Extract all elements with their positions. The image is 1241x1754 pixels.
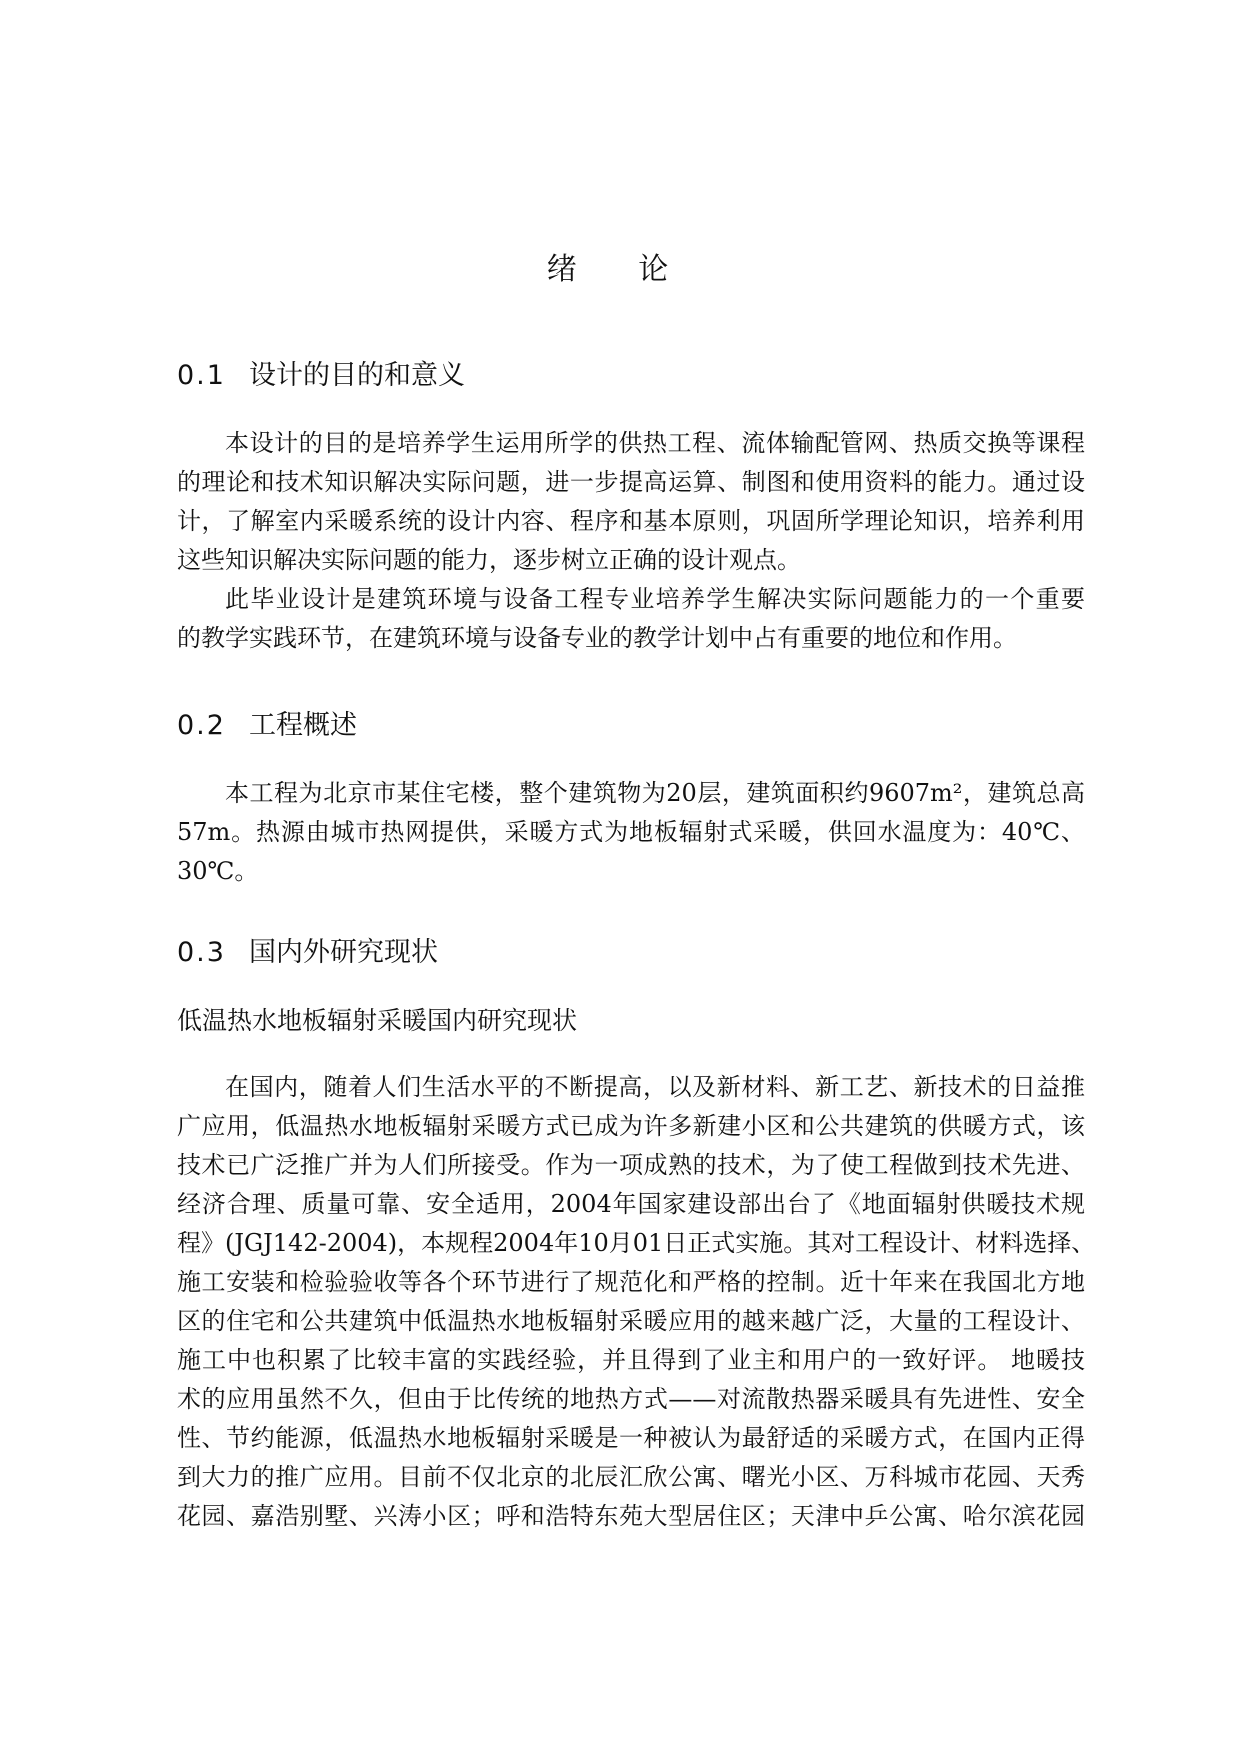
text-line: 技术已广泛推广并为人们所接受。作为一项成熟的技术，为了使工程做到技术先进、 (177, 1151, 1085, 1179)
text-line: 这些知识解决实际问题的能力，逐步树立正确的设计观点。 (177, 546, 801, 574)
page-title: 绪 论 (546, 252, 695, 287)
text-line: 广应用，低温热水地板辐射采暖方式已成为许多新建小区和公共建筑的供暖方式，该 (177, 1112, 1085, 1140)
text-line: 本设计的目的是培养学生运用所学的供热工程、流体输配管网、热质交换等课程 (225, 429, 1085, 457)
text-line: 在国内，随着人们生活水平的不断提高，以及新材料、新工艺、新技术的日益推 (225, 1073, 1085, 1101)
section-title: 设计的目的和意义 (249, 360, 465, 391)
text-line: 到大力的推广应用。目前不仅北京的北辰汇欣公寓、曙光小区、万科城市花园、天秀 (177, 1463, 1085, 1491)
section-number: 0.1 (177, 360, 226, 391)
text-line: 术的应用虽然不久，但由于比传统的地热方式——对流散热器采暖具有先进性、安全 (177, 1385, 1085, 1413)
text-line: 的理论和技术知识解决实际问题，进一步提高运算、制图和使用资料的能力。通过设 (177, 468, 1085, 496)
section-heading-0-1 (177, 358, 465, 394)
text-line: 施工中也积累了比较丰富的实践经验，并且得到了业主和用户的一致好评。 地暖技 (177, 1346, 1085, 1374)
section-number: 0.2 (177, 710, 226, 741)
text-line: 30℃。 (177, 857, 259, 885)
text-line: 计，了解室内采暖系统的设计内容、程序和基本原则，巩固所学理论知识，培养利用 (177, 507, 1085, 535)
section-title: 工程概述 (249, 710, 357, 741)
text-line: 本工程为北京市某住宅楼，整个建筑物为20层，建筑面积约9607m²，建筑总高 (225, 779, 1085, 807)
text-line: 区的住宅和公共建筑中低温热水地板辐射采暖应用的越来越广泛，大量的工程设计、 (177, 1307, 1085, 1335)
paragraph-purpose (177, 424, 1085, 580)
paragraph-project-overview (177, 774, 1085, 891)
text-line: 经济合理、质量可靠、安全适用，2004年国家建设部出台了《地面辐射供暖技术规 (177, 1190, 1085, 1218)
text-line: 程》(JGJ142-2004)，本规程2004年10月01日正式实施。其对工程设计、材料选择、 (177, 1229, 1096, 1257)
section-title: 国内外研究现状 (249, 937, 438, 968)
text-line: 的教学实践环节，在建筑环境与设备专业的教学计划中占有重要的地位和作用。 (177, 624, 1017, 652)
text-line: 此毕业设计是建筑环境与设备工程专业培养学生解决实际问题能力的一个重要 (225, 585, 1085, 613)
paragraph-significance (177, 580, 1085, 658)
text-line: 性、节约能源，低温热水地板辐射采暖是一种被认为最舒适的采暖方式，在国内正得 (177, 1424, 1085, 1452)
text-line: 施工安装和检验验收等各个环节进行了规范化和严格的控制。近十年来在我国北方地 (177, 1268, 1085, 1296)
paragraph-domestic-research (177, 1068, 1096, 1536)
sub-heading-domestic-research: 低温热水地板辐射采暖国内研究现状 (177, 1006, 578, 1035)
section-heading-0-3 (177, 935, 438, 971)
section-heading-0-2 (177, 708, 357, 744)
text-line: 花园、嘉浩别墅、兴涛小区；呼和浩特东苑大型居住区；天津中乒公寓、哈尔滨花园 (177, 1502, 1085, 1530)
text-line: 57m。热源由城市热网提供，采暖方式为地板辐射式采暖，供回水温度为：40℃、 (177, 818, 1085, 846)
section-number: 0.3 (177, 937, 226, 968)
